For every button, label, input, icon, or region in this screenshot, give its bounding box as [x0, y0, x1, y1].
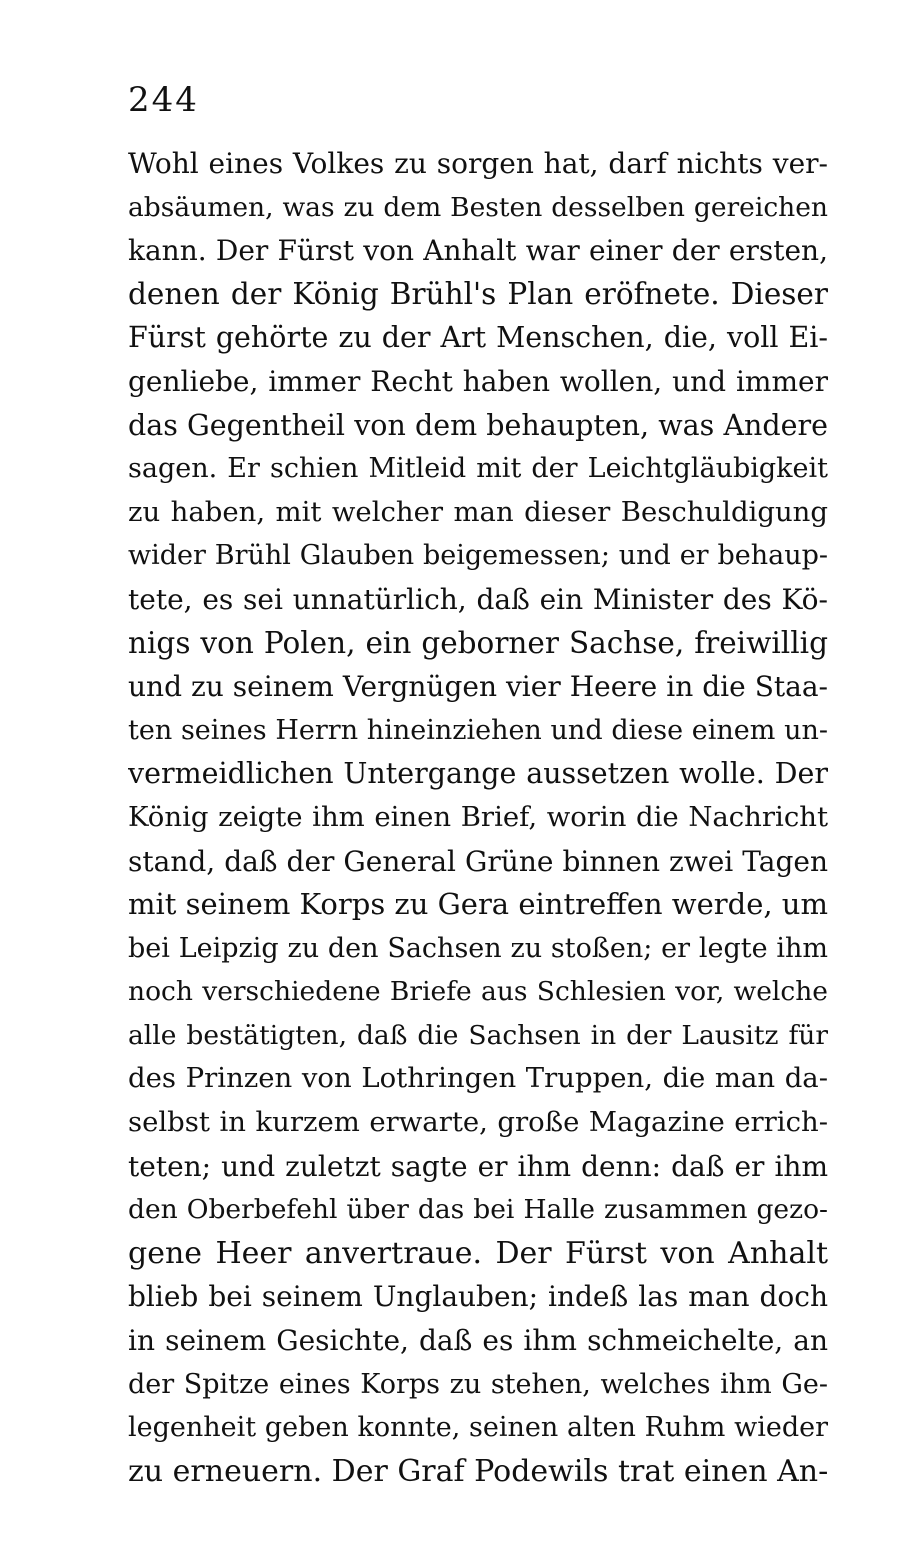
text-line: absäumen, was zu dem Besten desselben gereichen [128, 191, 828, 223]
text-line: nigs von Polen, ein geborner Sachse, freiwillig [128, 625, 828, 660]
text-line: teten; und zuletzt sagte er ihm denn: daß er ihm [128, 1149, 828, 1183]
text-line: zu haben, mit welcher man dieser Beschuldigung [128, 495, 828, 528]
text-line: tete, es sei unnatürlich, daß ein Minister des Kö- [128, 582, 828, 616]
page-number: 244 [128, 80, 199, 120]
text-line: genliebe, immer Recht haben wollen, und immer [128, 364, 828, 398]
text-line: das Gegentheil von dem behaupten, was Andere [128, 408, 828, 442]
text-line: noch verschiedene Briefe aus Schlesien vor, welche [128, 976, 828, 1008]
text-line: König zeigte ihm einen Brief, worin die Nachricht [128, 800, 828, 833]
text-line: alle bestätigten, daß die Sachsen in der Lausitz für [128, 1019, 828, 1051]
text-line: zu erneuern. Der Graf Podewils trat einen An- [128, 1453, 828, 1489]
text-line: Fürst gehörte zu der Art Menschen, die, voll Ei- [128, 321, 828, 355]
text-line: sagen. Er schien Mitleid mit der Leichtgläubigkeit [128, 453, 828, 485]
body-text [128, 142, 828, 1493]
text-line: selbst in kurzem erwarte, große Magazine errich- [128, 1106, 828, 1139]
text-line: den Oberbefehl über das bei Halle zusammen gezo- [128, 1194, 828, 1226]
text-line: mit seinem Korps zu Gera eintreffen werde, um [128, 887, 828, 922]
text-line: der Spitze eines Korps zu stehen, welches ihm Ge- [128, 1368, 828, 1400]
text-line: ten seines Herrn hineinziehen und diese einem un- [128, 714, 828, 746]
text-line: vermeidlichen Untergange aussetzen wolle. Der [128, 757, 828, 791]
text-line: und zu seinem Vergnügen vier Heere in die Staa- [128, 670, 828, 704]
text-line: denen der König Brühl's Plan eröfnete. Dieser [128, 276, 828, 311]
text-line: in seinem Gesichte, daß es ihm schmeichelte, an [128, 1324, 828, 1358]
text-line: legenheit geben konnte, seinen alten Ruhm wieder [128, 1412, 828, 1444]
text-line: Wohl eines Volkes zu sorgen hat, darf nichts ver- [128, 147, 828, 180]
text-line: blieb bei seinem Unglauben; indeß las man doch [128, 1280, 828, 1314]
text-line: wider Brühl Glauben beigemessen; und er behaup- [128, 540, 828, 572]
text-line: bei Leipzig zu den Sachsen zu stoßen; er legte ihm [128, 932, 828, 964]
text-line: kann. Der Fürst von Anhalt war einer der ersten, [128, 234, 828, 268]
text-line: gene Heer anvertraue. Der Fürst von Anhalt [128, 1235, 828, 1271]
text-line: stand, daß der General Grüne binnen zwei Tagen [128, 844, 828, 878]
text-line: des Prinzen von Lothringen Truppen, die man da- [128, 1062, 828, 1095]
